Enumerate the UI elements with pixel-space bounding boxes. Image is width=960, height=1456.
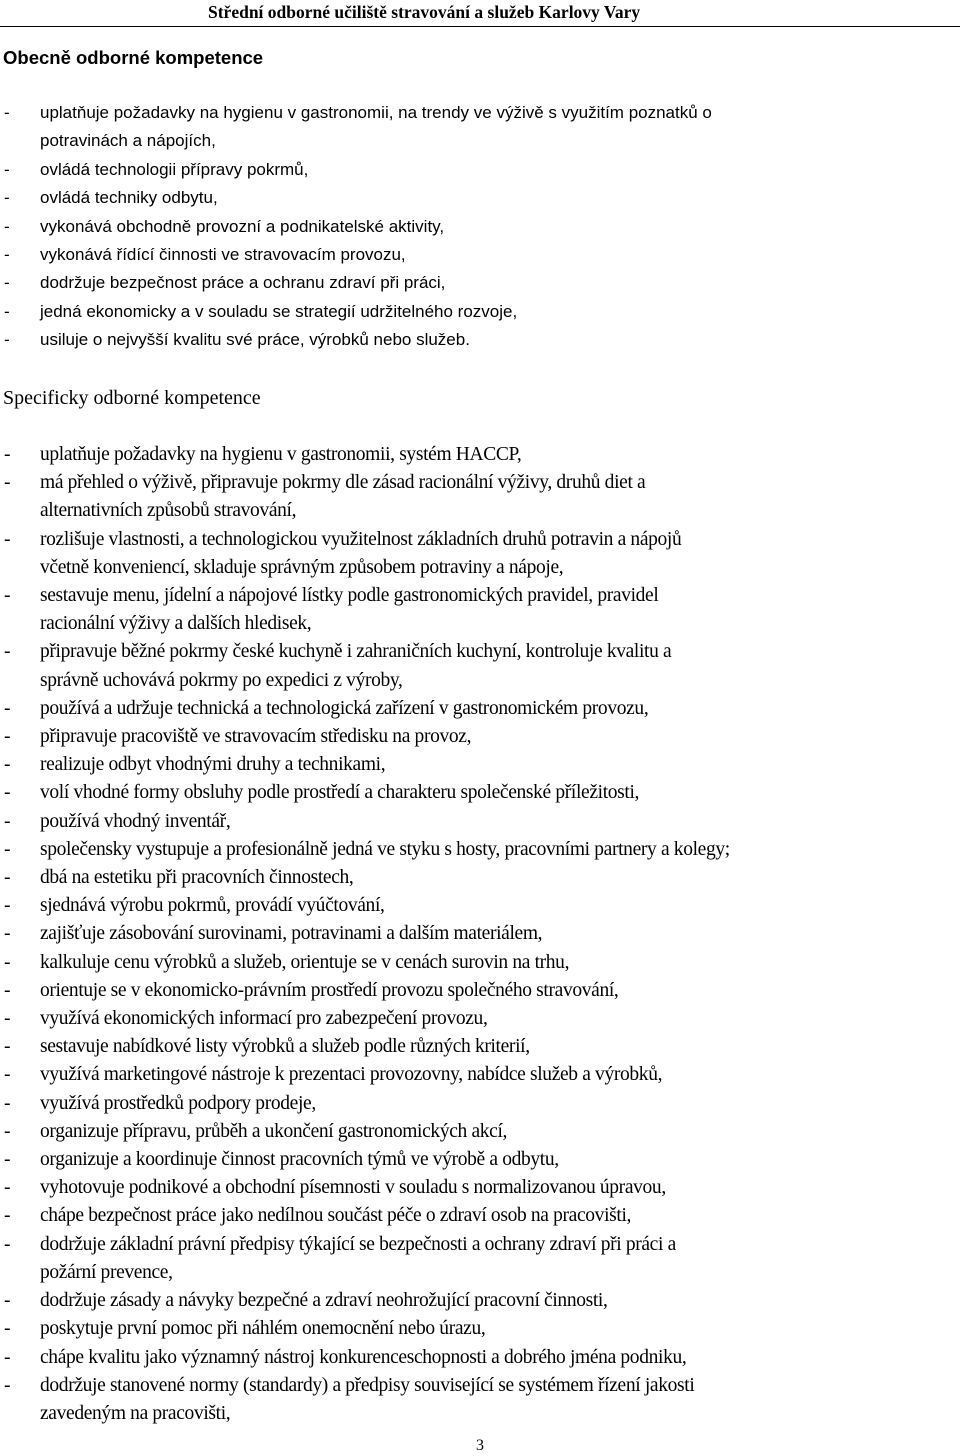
list-item-line: chápe bezpečnost práce jako nedílnou součást péče o zdraví osob na pracovišti, bbox=[40, 1205, 632, 1227]
bullet-dash: - bbox=[4, 1233, 11, 1255]
bullet-dash: - bbox=[4, 1064, 11, 1086]
list-item-line: orientuje se v ekonomicko-právním prostředí provozu společného stravování, bbox=[40, 979, 619, 1001]
bullet-dash: - bbox=[4, 301, 10, 321]
list-item-line: potravinách a nápojích, bbox=[40, 131, 216, 151]
list-item bbox=[0, 582, 960, 638]
bullet-dash: - bbox=[4, 867, 11, 889]
list-item-line: zajišťuje zásobování surovinami, potravinami a dalším materiálem, bbox=[40, 923, 543, 945]
list-item-line: ovládá techniky odbytu, bbox=[40, 188, 218, 208]
list-item bbox=[0, 99, 960, 156]
bullet-dash: - bbox=[4, 1205, 11, 1227]
bullet-dash: - bbox=[4, 472, 11, 494]
bullet-dash: - bbox=[4, 754, 11, 776]
bullet-dash: - bbox=[4, 697, 11, 719]
list-item bbox=[0, 751, 960, 779]
list-item-line: dodržuje zásady a návyky bezpečné a zdraví neohrožující pracovní činnosti, bbox=[40, 1290, 608, 1312]
bullet-dash: - bbox=[4, 103, 10, 122]
list-item bbox=[0, 864, 960, 892]
list-item bbox=[0, 808, 960, 836]
list-item bbox=[0, 1202, 960, 1230]
bullet-dash: - bbox=[4, 641, 11, 663]
bullet-dash: - bbox=[4, 951, 11, 973]
list-item bbox=[0, 1061, 960, 1089]
bullet-dash: - bbox=[4, 1318, 11, 1340]
bullet-dash: - bbox=[4, 159, 10, 179]
list-item-line: volí vhodné formy obsluhy podle prostředí a charakteru společenské příležitosti, bbox=[40, 782, 640, 804]
bullet-dash: - bbox=[4, 216, 10, 236]
list-item-line: usiluje o nejvyšší kvalitu své práce, výrobků nebo služeb. bbox=[40, 330, 470, 350]
list-item bbox=[0, 213, 960, 241]
bullet-dash: - bbox=[4, 1120, 11, 1142]
bullet-dash: - bbox=[4, 1290, 11, 1312]
list-item-line: využívá ekonomických informací pro zabezpečení provozu, bbox=[40, 1008, 488, 1030]
bullet-dash: - bbox=[4, 1149, 11, 1171]
list-item-line: organizuje přípravu, průběh a ukončení gastronomických akcí, bbox=[40, 1120, 508, 1142]
list-item-line: dodržuje bezpečnost práce a ochranu zdraví při práci, bbox=[40, 273, 446, 293]
list-item bbox=[0, 949, 960, 977]
list-item-line: požární prevence, bbox=[40, 1261, 173, 1283]
bullet-dash: - bbox=[4, 726, 11, 748]
list-item-line: uplatňuje požadavky na hygienu v gastronomii, systém HACCP, bbox=[40, 444, 522, 465]
general-competences-list bbox=[0, 99, 960, 355]
bullet-dash: - bbox=[4, 1374, 11, 1396]
list-item-line: organizuje a koordinuje činnost pracovních týmů ve výrobě a odbytu, bbox=[40, 1149, 559, 1171]
bullet-dash: - bbox=[4, 245, 10, 265]
bullet-dash: - bbox=[4, 1092, 11, 1114]
list-item bbox=[0, 241, 960, 269]
list-item-line: vykonává řídící činnosti ve stravovacím provozu, bbox=[40, 245, 406, 265]
bullet-dash: - bbox=[4, 330, 10, 350]
list-item bbox=[0, 977, 960, 1005]
list-item-line: dbá na estetiku při pracovních činnostech, bbox=[40, 867, 354, 889]
list-item-line: uplatňuje požadavky na hygienu v gastronomii, na trendy ve výživě s využitím poznatků o bbox=[40, 103, 712, 122]
list-item-line: sjednává výrobu pokrmů, provádí vyúčtování, bbox=[40, 895, 385, 917]
list-item bbox=[0, 1231, 960, 1287]
list-item bbox=[0, 1090, 960, 1118]
list-item bbox=[0, 184, 960, 212]
bullet-dash: - bbox=[4, 1346, 11, 1368]
list-item-line: využívá prostředků podpory prodeje, bbox=[40, 1092, 316, 1114]
list-item bbox=[0, 269, 960, 297]
bullet-dash: - bbox=[4, 1008, 11, 1030]
bullet-dash: - bbox=[4, 444, 11, 465]
bullet-dash: - bbox=[4, 895, 11, 917]
list-item bbox=[0, 1315, 960, 1343]
list-item-line: používá vhodný inventář, bbox=[40, 810, 231, 832]
list-item-line: poskytuje první pomoc při náhlém onemocnění nebo úrazu, bbox=[40, 1318, 486, 1340]
list-item bbox=[0, 779, 960, 807]
list-item-line: jedná ekonomicky a v souladu se strategií udržitelného rozvoje, bbox=[40, 301, 518, 321]
list-item bbox=[0, 836, 960, 864]
header-rule bbox=[0, 26, 960, 27]
list-item bbox=[0, 1287, 960, 1315]
bullet-dash: - bbox=[4, 1177, 11, 1199]
bullet-dash: - bbox=[4, 585, 11, 607]
list-item bbox=[0, 1344, 960, 1372]
list-item bbox=[0, 695, 960, 723]
list-item bbox=[0, 469, 960, 525]
list-item-line: zavedeným na pracovišti, bbox=[40, 1402, 231, 1424]
list-item bbox=[0, 892, 960, 920]
section-title-specific: Specificky odborné kompetence bbox=[3, 387, 261, 409]
list-item-line: chápe kvalitu jako významný nástroj konkurenceschopnosti a dobrého jména podniku, bbox=[40, 1346, 687, 1368]
list-item bbox=[0, 156, 960, 184]
list-item-line: rozlišuje vlastnosti, a technologickou využitelnost základních druhů potravin a nápojů bbox=[40, 528, 682, 550]
bullet-dash: - bbox=[4, 1036, 11, 1058]
list-item-line: ovládá technologii přípravy pokrmů, bbox=[40, 159, 309, 179]
list-item bbox=[0, 638, 960, 694]
list-item bbox=[0, 920, 960, 948]
list-item bbox=[0, 298, 960, 326]
section-title-general: Obecně odborné kompetence bbox=[3, 47, 264, 68]
list-item bbox=[0, 1033, 960, 1061]
list-item bbox=[0, 441, 960, 469]
list-item-line: má přehled o výživě, připravuje pokrmy dle zásad racionální výživy, druhů diet a bbox=[40, 472, 646, 494]
bullet-dash: - bbox=[4, 188, 10, 208]
list-item bbox=[0, 1372, 960, 1428]
list-item-line: správně uchovává pokrmy po expedici z výroby, bbox=[40, 669, 403, 691]
bullet-dash: - bbox=[4, 979, 11, 1001]
list-item-line: kalkuluje cenu výrobků a služeb, orientuje se v cenách surovin na trhu, bbox=[40, 951, 570, 973]
list-item-line: připravuje běžné pokrmy české kuchyně i zahraničních kuchyní, kontroluje kvalitu a bbox=[40, 641, 672, 663]
list-item-line: dodržuje stanovené normy (standardy) a předpisy související se systémem řízení jakosti bbox=[40, 1374, 695, 1396]
page-header: Střední odborné učiliště stravování a služeb Karlovy Vary bbox=[208, 2, 641, 22]
list-item bbox=[0, 326, 960, 354]
bullet-dash: - bbox=[4, 838, 11, 860]
list-item bbox=[0, 1174, 960, 1202]
list-item bbox=[0, 526, 960, 582]
bullet-dash: - bbox=[4, 528, 11, 550]
list-item-line: vyhotovuje podnikové a obchodní písemnosti v souladu s normalizovanou úpravou, bbox=[40, 1177, 666, 1199]
page-number: 3 bbox=[476, 1437, 484, 1454]
bullet-dash: - bbox=[4, 923, 11, 945]
list-item bbox=[0, 723, 960, 751]
bullet-dash: - bbox=[4, 273, 10, 293]
bullet-dash: - bbox=[4, 782, 11, 804]
list-item bbox=[0, 1118, 960, 1146]
bullet-dash: - bbox=[4, 810, 11, 832]
list-item-line: používá a udržuje technická a technologická zařízení v gastronomickém provozu, bbox=[40, 697, 649, 719]
list-item-line: sestavuje nabídkové listy výrobků a služeb podle různých kriterií, bbox=[40, 1036, 530, 1058]
list-item-line: společensky vystupuje a profesionálně jedná ve styku s hosty, pracovními partnery a kolegy; bbox=[40, 838, 730, 860]
list-item bbox=[0, 1005, 960, 1033]
list-item-line: připravuje pracoviště ve stravovacím středisku na provoz, bbox=[40, 726, 472, 748]
list-item-line: racionální výživy a dalších hledisek, bbox=[40, 613, 312, 635]
list-item bbox=[0, 1146, 960, 1174]
list-item-line: sestavuje menu, jídelní a nápojové lístky podle gastronomických pravidel, pravidel bbox=[40, 585, 659, 607]
list-item-line: včetně konveniencí, skladuje správným způsobem potraviny a nápoje, bbox=[40, 556, 564, 578]
specific-competences-list bbox=[0, 441, 960, 1428]
list-item-line: vykonává obchodně provozní a podnikatelské aktivity, bbox=[40, 216, 445, 236]
list-item-line: realizuje odbyt vhodnými druhy a technikami, bbox=[40, 754, 386, 776]
list-item-line: dodržuje základní právní předpisy týkající se bezpečnosti a ochrany zdraví při práci a bbox=[40, 1233, 676, 1255]
list-item-line: využívá marketingové nástroje k prezentaci provozovny, nabídce služeb a výrobků, bbox=[40, 1064, 663, 1086]
list-item-line: alternativních způsobů stravování, bbox=[40, 500, 297, 522]
